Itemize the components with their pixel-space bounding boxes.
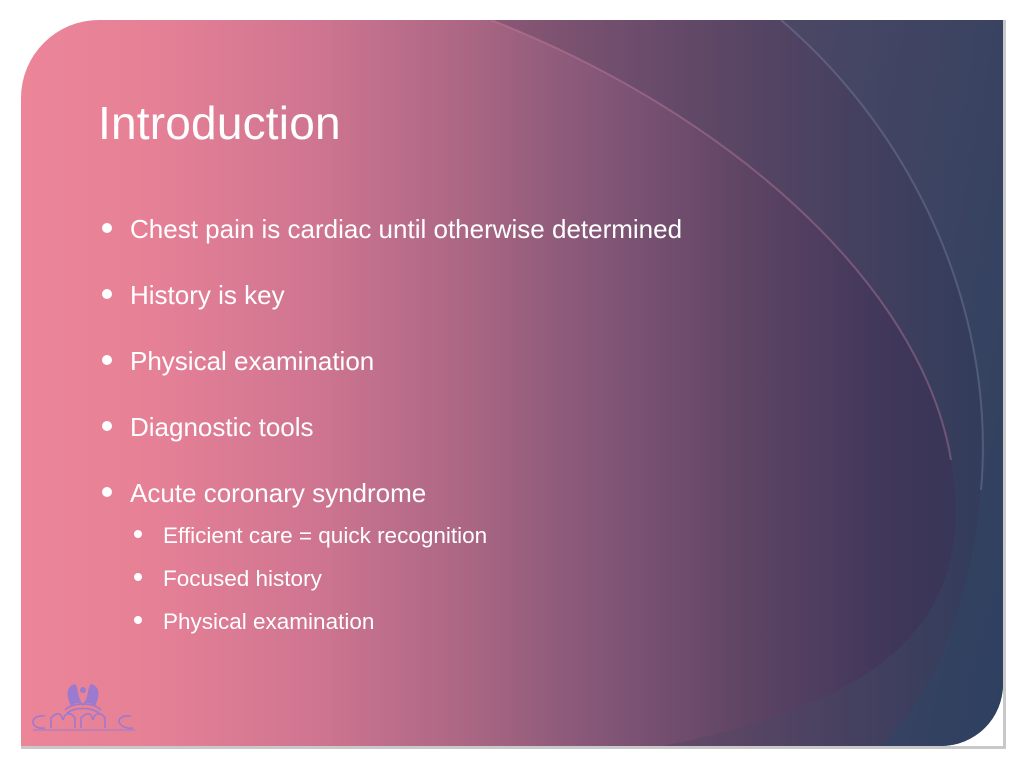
slide-shadow-right xyxy=(1003,20,1006,747)
bullet-item-acs xyxy=(101,474,682,643)
sub-bullet-list xyxy=(130,514,682,643)
bullet-item: Diagnostic tools xyxy=(101,408,682,446)
bullet-item: History is key xyxy=(101,276,682,314)
sub-bullet-item: Physical examination xyxy=(134,600,686,643)
bullet-item-label: Acute coronary syndrome xyxy=(130,478,427,508)
sub-bullet-item: Focused history xyxy=(134,557,686,600)
slide-title: Introduction xyxy=(98,97,341,149)
slide-shadow-bottom xyxy=(21,746,1006,749)
cmc-logo-icon xyxy=(27,680,139,734)
sub-bullet-item: Efficient care = quick recognition xyxy=(134,514,686,557)
bullet-item: Physical examination xyxy=(101,342,682,380)
bullet-list xyxy=(101,210,682,643)
bullet-item: Chest pain is cardiac until otherwise determined xyxy=(101,210,682,248)
slide xyxy=(21,20,1003,746)
